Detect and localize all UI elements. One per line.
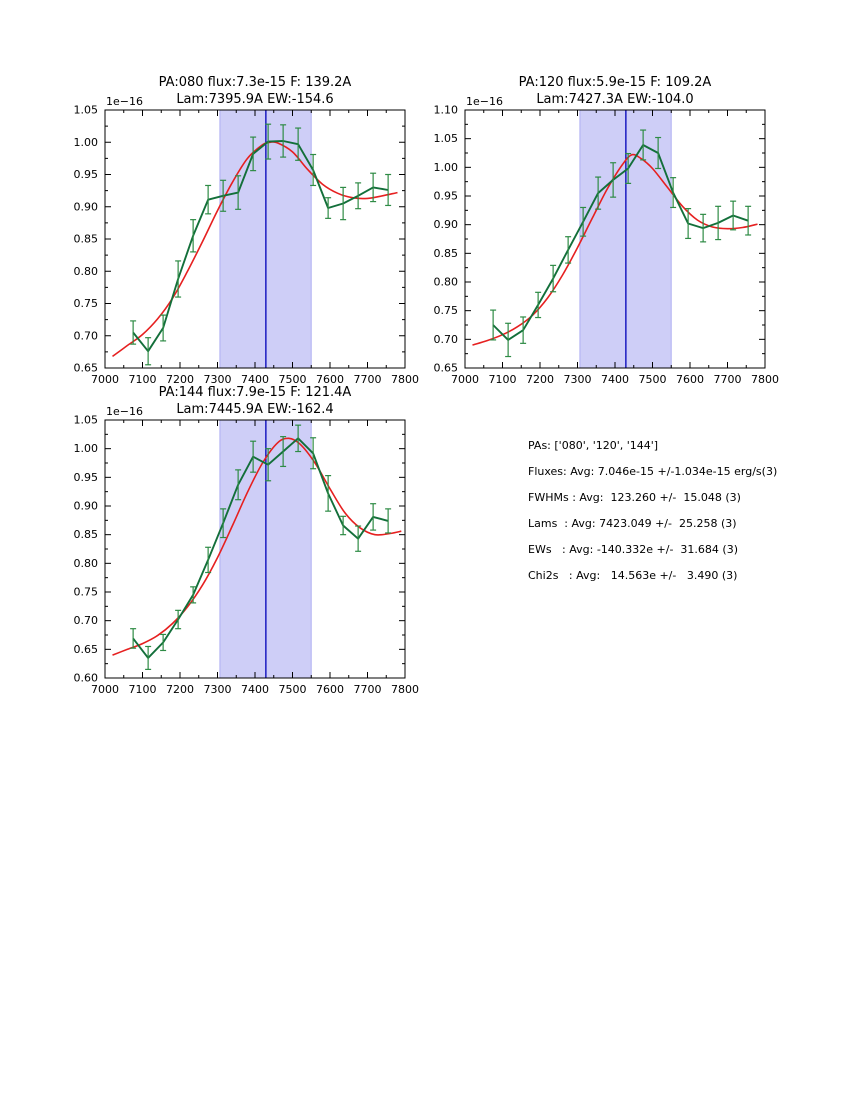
- y-tick-label: 1.10: [433, 103, 458, 117]
- y-tick-label: 0.75: [73, 585, 98, 599]
- x-tick-label: 7400: [601, 373, 629, 386]
- x-tick-label: 7200: [166, 373, 194, 386]
- error-bar: [355, 183, 361, 209]
- y-tick-label: 0.95: [433, 189, 458, 203]
- x-tick-label: 7100: [128, 683, 157, 696]
- x-tick-label: 7100: [128, 373, 157, 386]
- error-bar: [145, 338, 151, 365]
- y-tick-label: 0.80: [73, 264, 98, 278]
- x-tick-label: 7500: [638, 373, 667, 386]
- y-tick-label: 0.95: [73, 470, 98, 484]
- x-tick-label: 7700: [353, 373, 382, 386]
- y-tick-label: 1.00: [73, 135, 98, 149]
- y-tick-label: 0.95: [73, 168, 98, 181]
- x-tick-label: 7300: [563, 373, 592, 386]
- y-tick-label: 1.05: [433, 132, 458, 146]
- y-tick-label: 0.65: [73, 642, 98, 656]
- stats-pas: PAs: ['080', '120', '144']: [528, 439, 659, 452]
- x-tick-label: 7000: [451, 373, 479, 386]
- subplot-pa144: [50, 370, 430, 705]
- y-tick-label: 0.70: [73, 329, 98, 343]
- error-bar: [205, 547, 211, 572]
- y-tick-label: 0.90: [73, 499, 98, 513]
- y-tick-label: 0.85: [433, 246, 458, 260]
- y-tick-label: 1.00: [73, 442, 98, 456]
- stats-fwhms: FWHMs : Avg: 123.260 +/- 15.048 (3): [528, 491, 741, 504]
- x-tick-label: 7600: [316, 373, 344, 386]
- x-tick-label: 7100: [488, 373, 517, 386]
- error-bar: [190, 220, 196, 252]
- y-axis-offset-label: 1e−16: [466, 95, 503, 108]
- x-tick-label: 7800: [391, 683, 419, 696]
- x-tick-label: 7600: [676, 373, 704, 386]
- x-tick-label: 7700: [353, 683, 382, 696]
- plot-title-line2: Lam:7427.3A EW:-104.0: [536, 92, 694, 107]
- y-tick-label: 0.65: [433, 361, 458, 375]
- subplot-pa144-svg: [50, 370, 430, 705]
- stats-chi2s: Chi2s : Avg: 14.563e +/- 3.490 (3): [528, 569, 738, 582]
- stats-lams: Lams : Avg: 7423.049 +/- 25.258 (3): [528, 517, 737, 530]
- error-bar: [535, 292, 541, 317]
- y-tick-label: 0.90: [73, 200, 98, 214]
- subplot-pa080-svg: [50, 60, 430, 395]
- error-bar: [505, 323, 511, 356]
- subplot-pa120-svg: [410, 60, 790, 395]
- plot-title-line2: Lam:7445.9A EW:-162.4: [176, 402, 334, 417]
- error-bar: [565, 237, 571, 263]
- error-bar: [490, 310, 496, 340]
- error-bar: [130, 629, 136, 648]
- y-tick-label: 1.05: [73, 413, 98, 427]
- subplot-pa120: [410, 60, 790, 395]
- stats-panel: [528, 433, 777, 589]
- x-tick-label: 7000: [91, 373, 119, 386]
- y-tick-label: 0.90: [433, 218, 458, 232]
- x-tick-label: 7300: [203, 373, 232, 386]
- x-tick-label: 7400: [241, 373, 269, 386]
- y-tick-label: 0.75: [73, 297, 98, 310]
- x-tick-label: 7600: [316, 683, 344, 696]
- y-axis-offset-label: 1e−16: [106, 95, 143, 108]
- x-tick-label: 7200: [526, 373, 554, 386]
- subplot-pa080: [50, 60, 430, 395]
- x-tick-label: 7400: [241, 683, 269, 696]
- plot-title-line1: PA:144 flux:7.9e-15 F: 121.4A: [158, 385, 352, 400]
- stats-ews: EWs : Avg: -140.332e +/- 31.684 (3): [528, 543, 738, 556]
- stats-fluxes: Fluxes: Avg: 7.046e-15 +/-1.034e-15 erg/s(3): [528, 465, 778, 478]
- y-tick-label: 0.70: [73, 614, 98, 628]
- x-tick-label: 7800: [751, 373, 779, 386]
- plot-title-line2: Lam:7395.9A EW:-154.6: [176, 92, 334, 107]
- y-tick-label: 0.70: [433, 332, 458, 346]
- y-tick-label: 0.80: [73, 556, 98, 570]
- y-tick-label: 0.65: [73, 361, 98, 375]
- x-tick-label: 7800: [391, 373, 419, 386]
- plot-title-line1: PA:080 flux:7.3e-15 F: 139.2A: [158, 75, 352, 90]
- error-bar: [145, 646, 151, 669]
- y-tick-label: 0.80: [433, 275, 458, 289]
- x-tick-label: 7700: [713, 373, 742, 386]
- error-bar: [160, 634, 166, 650]
- x-tick-label: 7200: [166, 683, 194, 696]
- x-tick-label: 7000: [91, 683, 119, 696]
- x-tick-label: 7300: [203, 683, 232, 696]
- y-tick-label: 0.85: [73, 232, 98, 246]
- y-tick-label: 1.00: [433, 160, 458, 174]
- y-tick-label: 1.05: [73, 103, 98, 117]
- y-axis-offset-label: 1e−16: [106, 405, 143, 418]
- y-tick-label: 0.85: [73, 528, 98, 542]
- y-tick-label: 0.75: [433, 304, 458, 318]
- x-tick-label: 7500: [278, 683, 307, 696]
- plot-title-line1: PA:120 flux:5.9e-15 F: 109.2A: [518, 75, 712, 90]
- x-tick-label: 7500: [278, 373, 307, 386]
- y-tick-label: 0.60: [73, 671, 98, 685]
- error-bar: [355, 526, 361, 551]
